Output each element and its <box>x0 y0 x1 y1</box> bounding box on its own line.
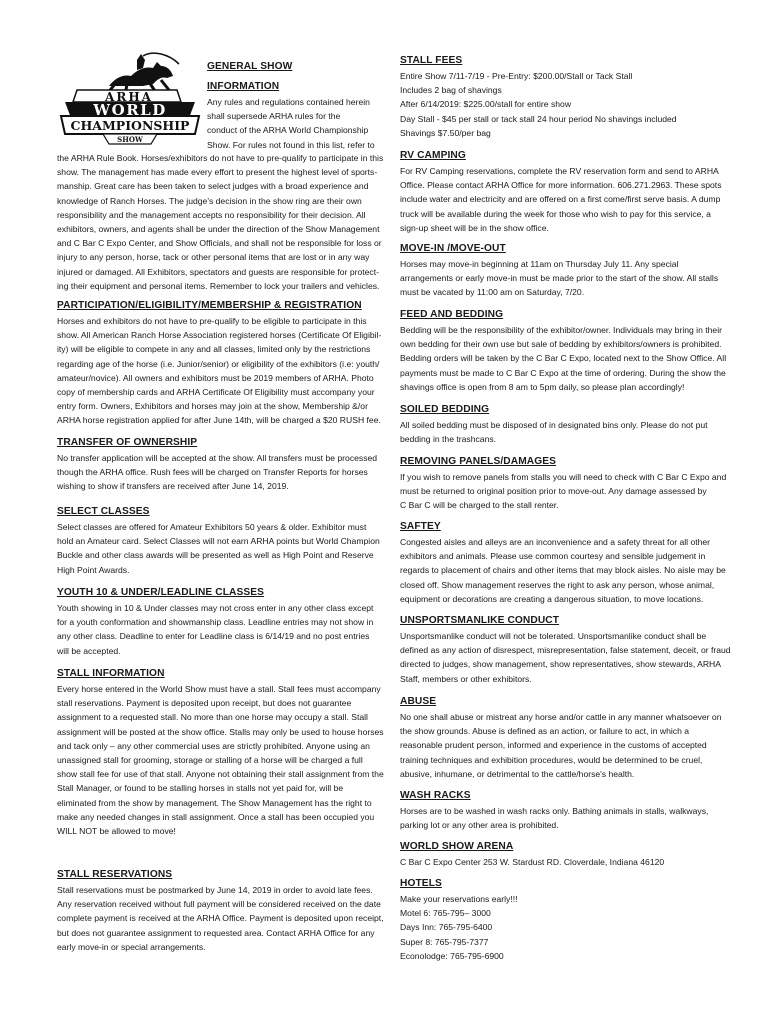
section-world-show-arena <box>400 841 718 869</box>
general-show-body <box>57 151 384 293</box>
section-stall-fees <box>400 55 718 140</box>
text-line: closed off. Show management reserves the right to ask any person, whose animal, <box>400 579 715 590</box>
section-heading: RV CAMPING <box>400 150 466 161</box>
text-line: Select classes are offered for Amateur Exhibitors 50 years & older. Exhibitor must <box>57 522 367 532</box>
text-line: eliminated from the show by management. The Show Management has the right to <box>57 797 372 808</box>
text-line: If you wish to remove panels from stalls you will need to check with C Bar C Expo and <box>400 472 727 482</box>
text-line: Stall Manager, or found to be stalling horses in stalls not yet paid for, will be <box>57 783 344 794</box>
text-line: exhibitors and animals. Please use common courtesy and sensible judgement in <box>400 551 706 562</box>
text-line: Day Stall - $45 per stall or tack stall 24 hour period No shavings included <box>400 113 677 124</box>
section-transfer-of-ownership <box>57 437 379 494</box>
section-heading: HOTELS <box>400 878 442 889</box>
text-line: C Bar C Expo Center 253 W. Stardust RD. Cloverdale, Indiana 46120 <box>400 857 665 867</box>
text-line: exhibitors, owners, and agents shall be under the direction of the Show Management <box>57 224 380 235</box>
section-rv-camping <box>400 150 722 235</box>
text-line: stall reservations. Payment is deposited upon receipt, but does not guarantee <box>57 698 352 709</box>
text-line: unassigned stall for grooming, storage or stalling of a horse will be charged a full <box>57 755 363 766</box>
section-heading: PARTICIPATION/ELIGIBILITY/MEMBERSHIP & REGISTRATION <box>57 300 362 311</box>
logo-championship-text: CHAMPIONSHIP <box>70 118 190 133</box>
text-line: Horses may move-in beginning at 11am on Thursday July 11. Any special <box>400 259 679 269</box>
roper-horse-icon <box>57 52 202 152</box>
text-line: equipment or decorations are creating a dangerous situation, to move locations. <box>400 593 704 604</box>
text-line: truck will be available during the week for those who wish to pay for this service, a <box>400 208 711 219</box>
text-line: Office. Please contact ARHA Office for more information. 606.271.2963. These spots <box>400 180 722 191</box>
text-line: Motel 6: 765-795– 3000 <box>400 908 491 919</box>
text-line: injury to any person, horse, tack or other personal items that are lost or in any way <box>57 252 370 263</box>
text-line: Days Inn: 765-795-6400 <box>400 922 493 933</box>
text-line: Show. For rules not found in this list, refer to <box>207 139 375 150</box>
text-line: the show grounds. Abuse is defined as an action, or failure to act, in which a <box>400 726 690 737</box>
text-line: Bedding orders will be taken by the C Bar C Expo, located next to the Show Office. All <box>400 353 727 364</box>
text-line: assignment will be posted at the show office. Stalls may only be used to house horses <box>57 726 384 737</box>
section-soiled-bedding <box>400 404 718 446</box>
section-abuse <box>400 696 722 781</box>
text-line: After 6/14/2019: $225.00/stall for entire show <box>400 99 572 110</box>
text-line: Make your reservations early!!! <box>400 894 518 904</box>
text-line: parking lot or any other area is prohibited. <box>400 820 559 831</box>
text-line: ing their equipment and personal items. Remember to lock your trailers and vehicles. <box>57 280 380 291</box>
text-line: copy of membership cards and ARHA Certificate Of Eligibility must accompany your <box>57 387 375 398</box>
text-line: No transfer application will be accepted at the show. All transfers must be processed <box>57 453 378 463</box>
section-feed-and-bedding <box>400 309 727 394</box>
section-heading: STALL FEES <box>400 55 463 66</box>
text-line: Entire Show 7/11-7/19 - Pre-Entry: $200.00/Stall or Tack Stall <box>400 71 633 81</box>
text-line: regards to placement of chairs and other items that may block aisles. No aisle may be <box>400 565 726 576</box>
text-line: Bedding will be the responsibility of the exhibitor/owner. Individuals may bring in their <box>400 325 722 335</box>
text-line: arrangements or early move-in must be made prior to the start of the show. All stalls <box>400 273 719 284</box>
section-heading: SAFTEY <box>400 521 441 532</box>
text-line: show stall fee for use of that stall. Anyone not obtaining their stall assignment from the <box>57 769 384 780</box>
text-line: ARHA horse registration applied for after June 14th, will be charged a $20 RUSH fee. <box>57 415 381 426</box>
text-line: responsibility and the management accepts no responsibility for their decision. All <box>57 209 366 220</box>
text-line: training techniques and exhibition procedures, would be determined to be cruel, <box>400 754 703 765</box>
text-line: sign-up sheet will be in the show office. <box>400 222 549 233</box>
section-removing-panels <box>400 456 727 513</box>
section-heading: WORLD SHOW ARENA <box>400 841 514 852</box>
section-unsportsmanlike-conduct <box>400 615 731 686</box>
text-line: must be vacated by 11:00 am on Saturday, 7/20. <box>400 287 585 298</box>
text-line: WILL NOT be allowed to move! <box>57 826 176 837</box>
text-line: Every horse entered in the World Show must have a stall. Stall fees must accompany <box>57 684 381 694</box>
text-line: but does not guarantee assignment to requested area. Contact ARHA Office for any <box>57 927 375 938</box>
text-line: defined as any action of disrespect, misrepresentation, false statement, deceit, or fraud <box>400 645 731 656</box>
text-line: conduct of the ARHA World Championship <box>207 125 369 136</box>
text-line: show. All American Ranch Horse Association registered horses (Certificate Of Eligibil- <box>57 330 382 341</box>
arha-world-championship-logo <box>57 52 202 152</box>
section-heading: FEED AND BEDDING <box>400 309 504 320</box>
text-line: All soiled bedding must be disposed of in designated bins only. Please do not put <box>400 420 708 430</box>
text-line: Buckle and other class awards will be presented as well as High Point and Reserve <box>57 550 374 561</box>
text-line: injured or damaged. All Exhibitors, spectators and guests are responsible for protect- <box>57 266 379 277</box>
text-line: payments must be made to C Bar C Expo at the time of ordering. During the show the <box>400 367 726 378</box>
text-line: Econolodge: 765-795-6900 <box>400 950 504 961</box>
section-heading: WASH RACKS <box>400 790 471 801</box>
text-line: manship. Great care has been taken to select judges with a broad experience and <box>57 181 369 192</box>
text-line: complete payment is received at the ARHA Office. Payment is deposited upon receipt, <box>57 913 384 924</box>
text-line: reasonable prudent person, informed and experience in the customs of accepted <box>400 740 707 751</box>
section-youth-leadline <box>57 587 379 658</box>
text-line: show. The management has made every effort to present the highest level of sports- <box>57 167 378 178</box>
text-line: entry form. Owners, Exhibitors and horses may join at the show, Membership &/or <box>57 401 368 412</box>
section-select-classes <box>57 506 379 577</box>
text-line: ity) will be eligible to compete in any and all classes, limited only by the restrictions <box>57 344 371 355</box>
text-line: and C Bar C Expo Center, and Show Officials, and shall not be responsible for loss or <box>57 238 382 249</box>
text-line: knowledge of Ranch Horses. The judge's decision in the show ring are their own <box>57 195 362 206</box>
text-line: For RV Camping reservations, complete the RV reservation form and send to ARHA <box>400 166 719 176</box>
section-heading: INFORMATION <box>207 81 280 92</box>
logo-show-text: SHOW <box>117 135 143 144</box>
text-line: Any rules and regulations contained herein <box>207 97 370 107</box>
text-line: wishing to show if transfers are received after June 14, 2019. <box>57 481 289 492</box>
text-line: Horses are to be washed in wash racks only. Bathing animals in stalls, walkways, <box>400 806 709 816</box>
section-participation <box>57 300 382 428</box>
section-safety <box>400 521 726 606</box>
text-line: for a youth conformation and showmanship class. Leadline entries may not show in <box>57 617 374 628</box>
text-line: Staff, members or other exhibitors. <box>400 673 532 684</box>
text-line: and tack only – any other commercial uses are strictly prohibited. Anyone using an <box>57 740 370 751</box>
text-line: Any reservation received without full payment will be considered received on the date <box>57 899 381 910</box>
section-hotels <box>400 878 718 963</box>
section-stall-reservations <box>57 869 384 954</box>
text-line: directed to judges, show management, show representatives, show stewards, ARHA <box>400 659 721 670</box>
section-heading: SELECT CLASSES <box>57 506 150 517</box>
section-heading: SOILED BEDDING <box>400 404 490 415</box>
text-line: Super 8: 765-795-7377 <box>400 936 489 947</box>
text-line: the ARHA Rule Book. Horses/exhibitors do not have to pre-qualify to participate in this <box>57 153 384 163</box>
text-line: Horses and exhibitors do not have to pre-qualify to be eligible to participate in this <box>57 316 367 326</box>
text-line: amateur/novice). All owners and exhibitors must be 2019 members of ARHA. Photo <box>57 372 374 383</box>
text-line: must be returned to original position prior to move-out. Any damage assessed by <box>400 486 707 497</box>
section-heading: STALL RESERVATIONS <box>57 869 173 880</box>
logo-arha-text: ARHA <box>105 90 153 104</box>
section-heading: GENERAL SHOW <box>207 61 293 72</box>
text-line: own bedding for their own use but sale of bedding by exhibitors/owners is prohibited. <box>400 339 722 350</box>
text-line: will be accepted. <box>57 645 121 656</box>
section-wash-racks <box>400 790 718 832</box>
text-line: though the ARHA office. Rush fees will be charged on Transfer Reports for horses <box>57 467 368 478</box>
text-line: Unsportsmanlike conduct will not be tolerated. Unsportsmanlike conduct shall be <box>400 631 707 641</box>
text-line: No one shall abuse or mistreat any horse and/or cattle in any manner whatsoever on <box>400 712 722 722</box>
section-heading: UNSPORTSMANLIKE CONDUCT <box>400 615 560 626</box>
section-heading: REMOVING PANELS/DAMAGES <box>400 456 557 467</box>
section-heading: TRANSFER OF OWNERSHIP <box>57 437 198 448</box>
text-line: regarding age of the horse (i.e. Junior/senior) or eligibility of the exhibitors (i.e: youth/ <box>57 358 380 369</box>
general-show-intro <box>207 95 377 152</box>
logo-world-text: WORLD <box>93 101 167 119</box>
text-line: Congested aisles and alleys are an inconvenience and a safety threat for all other <box>400 537 711 547</box>
text-line: Shavings $7.50/per bag <box>400 127 491 138</box>
general-show-heading <box>207 57 377 97</box>
text-line: C Bar C will be charged to the stall renter. <box>400 500 559 511</box>
text-line: assignment to a requested stall. No more than one horse may occupy a stall. Stall <box>57 712 368 723</box>
section-move-in-move-out <box>400 243 718 300</box>
section-heading: YOUTH 10 & UNDER/LEADLINE CLASSES <box>57 587 265 598</box>
text-line: shall supersede ARHA rules for the <box>207 111 341 122</box>
text-line: Includes 2 bag of shavings <box>400 85 502 96</box>
text-line: include water and electricity and are offered on a first come/first serve basis. A dump <box>400 194 721 205</box>
section-heading: MOVE-IN /MOVE-OUT <box>400 243 506 254</box>
text-line: any other class. Deadline to enter for Leadline class is 6/14/19 and no post entries <box>57 631 370 642</box>
text-line: Stall reservations must be postmarked by June 14, 2019 in order to avoid late fees. <box>57 885 373 895</box>
text-line: make any needed changes in stall assignment. Once a stall has been occupied you <box>57 811 375 822</box>
text-line: hold an Amateur card. Select Classes will not earn ARHA points but World Champion <box>57 536 380 547</box>
text-line: High Point Awards. <box>57 564 130 575</box>
section-stall-information <box>57 668 384 838</box>
text-line: early move-in or special arrangements. <box>57 941 206 952</box>
text-line: abusive, inhumane, or detrimental to the cattle/horse's health. <box>400 768 635 779</box>
text-line: shavings office is open from 8 am to 5pm daily, so please plan accordingly! <box>400 381 685 392</box>
section-heading: ABUSE <box>400 696 437 707</box>
section-heading: STALL INFORMATION <box>57 668 165 679</box>
text-line: Youth showing in 10 & Under classes may not cross enter in any other class except <box>57 603 374 613</box>
text-line: bedding in the trashcans. <box>400 434 497 445</box>
